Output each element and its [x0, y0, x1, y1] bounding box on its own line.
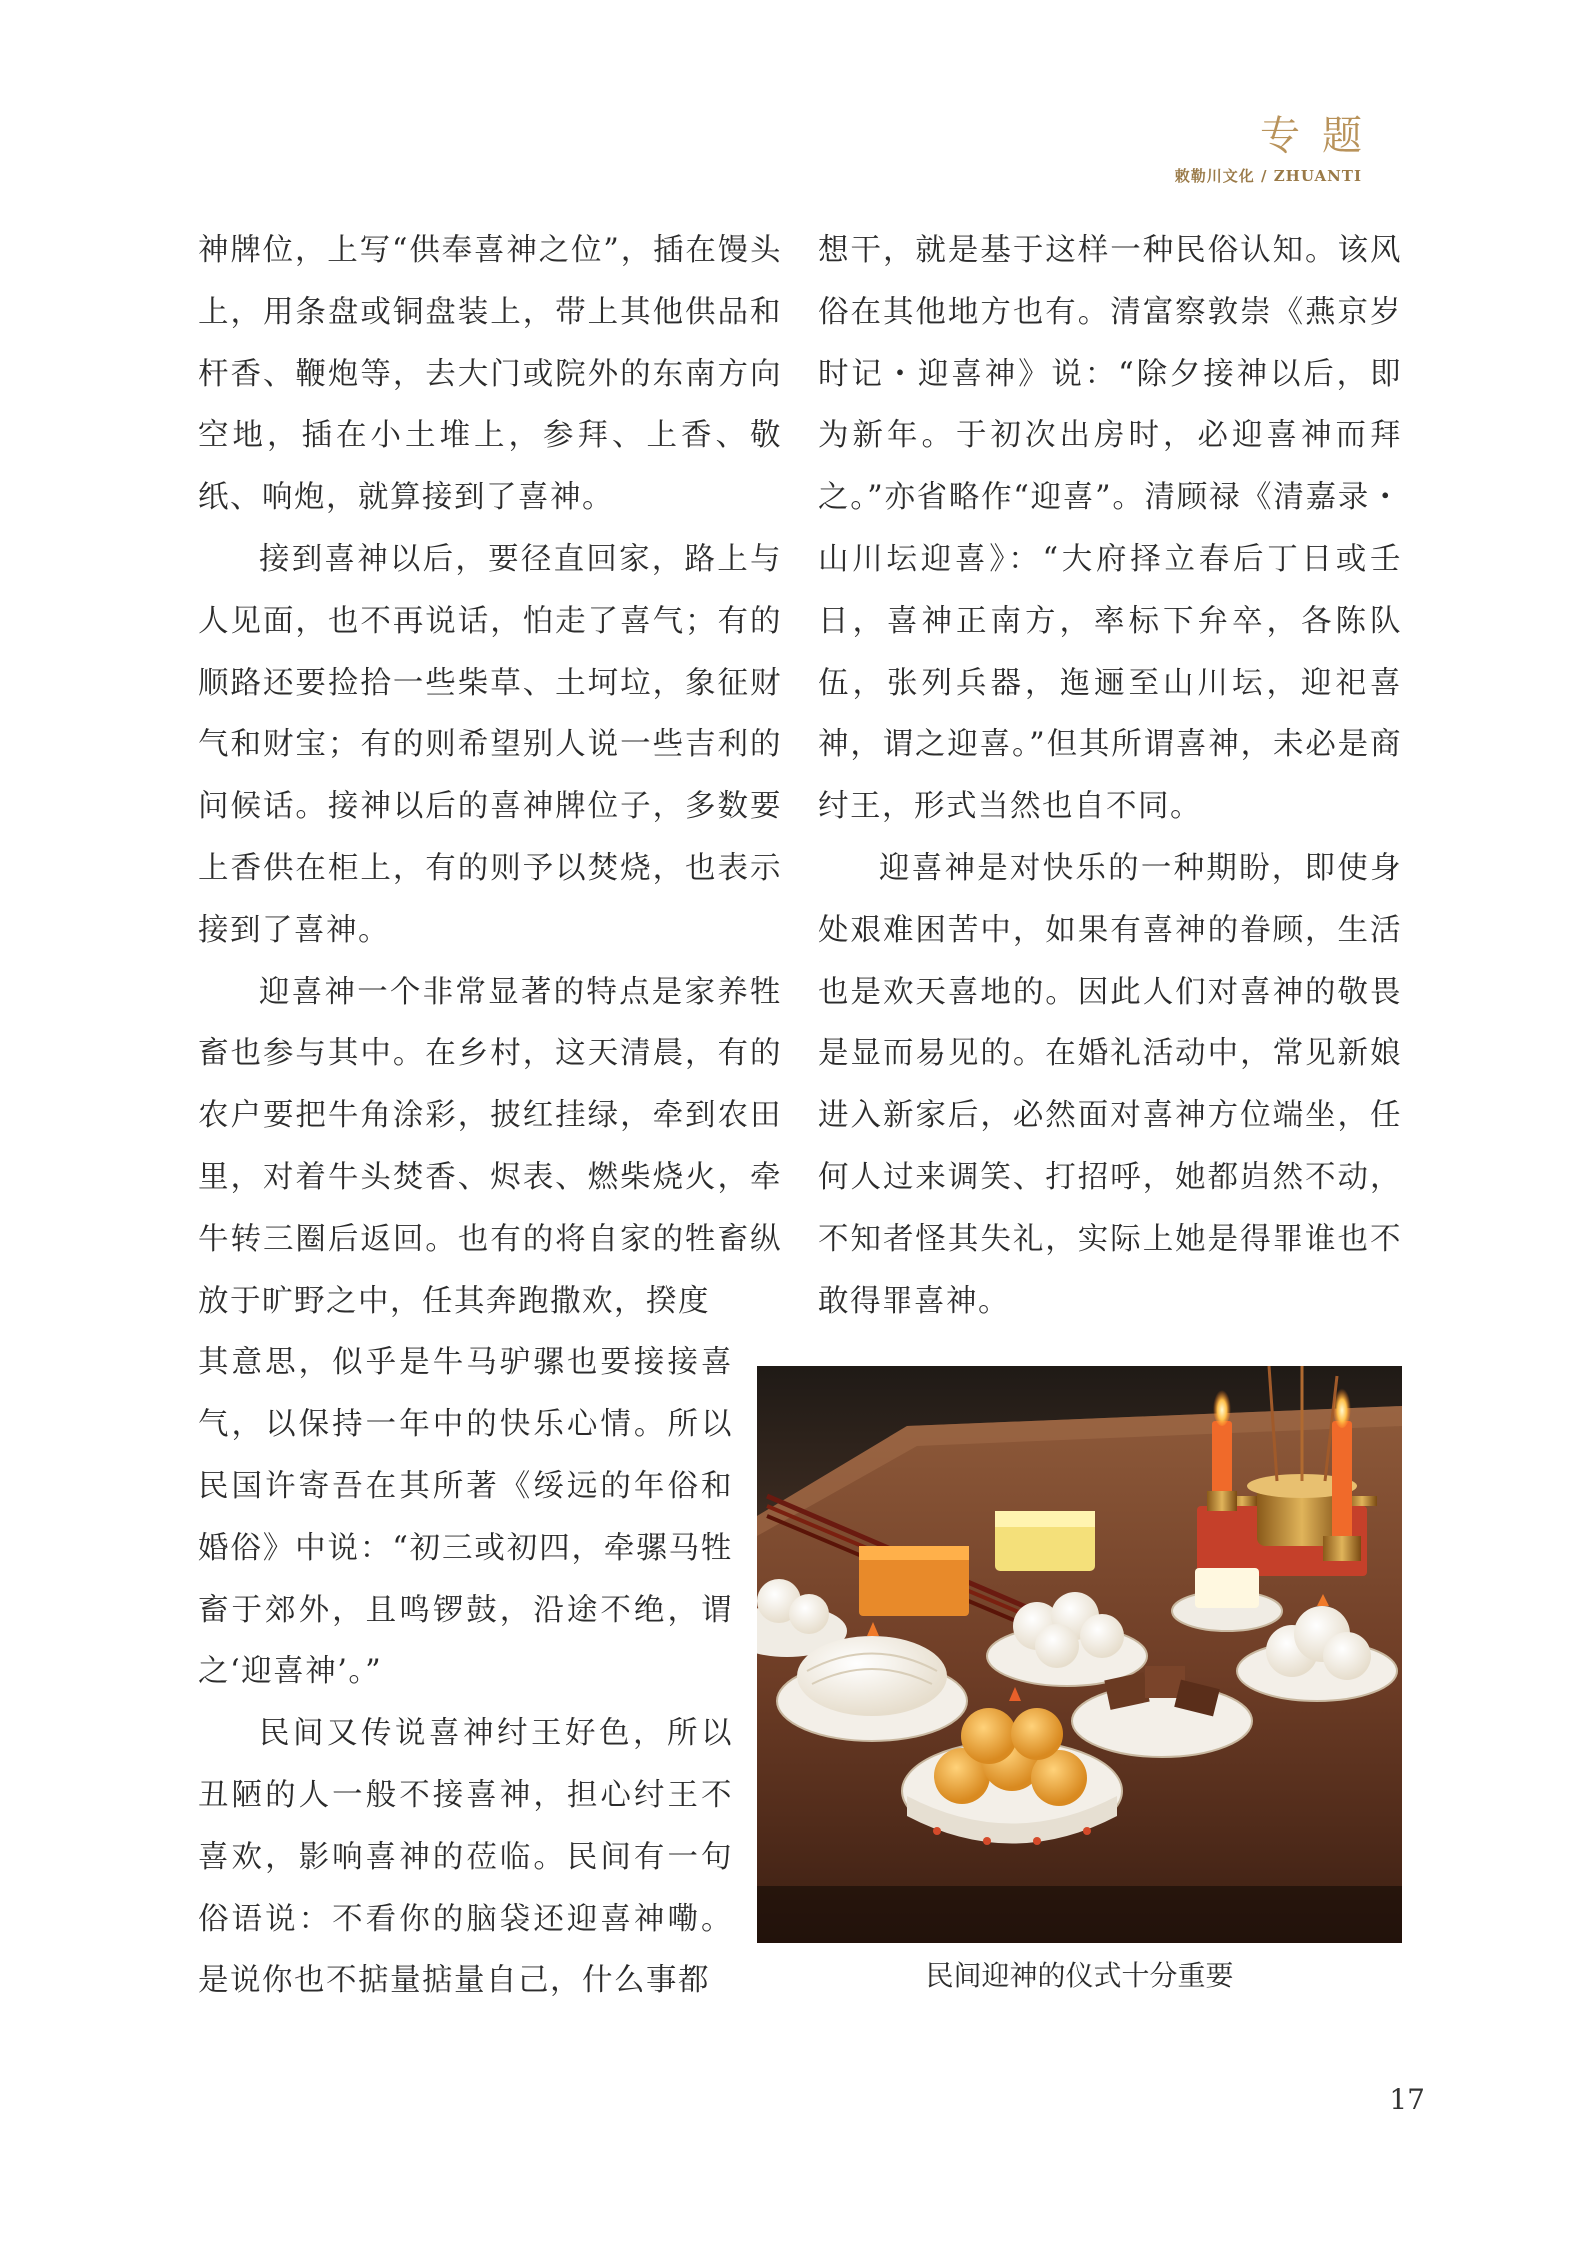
paragraph-right-2: 迎喜神是对快乐的一种期盼，即使身处艰难困苦中，如果有喜神的眷顾，生活也是欢天喜地的。因此人们对喜神的敬畏是显而易见的。在婚礼活动中，常见新娘进入新家后，必然面对喜神方位端坐，任何人过来调笑、打招呼，她都岿然不动，不知者怪其失礼，实际上她是得罪谁也不敢得罪喜神。 [818, 850, 1402, 1319]
section-title: 专题 [1260, 113, 1384, 159]
offering-table-photo [757, 1366, 1402, 1943]
paragraph-left-1: 神牌位，上写“供奉喜神之位”，插在馒头上，用条盘或铜盘装上，带上其他供品和杆香、鞭炮等，去大门或院外的东南方向空地，插在小土堆上，参拜、上香、敬纸、响炮，就算接到了喜神。 [198, 233, 782, 516]
photo-caption: 民间迎神的仪式十分重要 [925, 1959, 1234, 1992]
left-column [198, 220, 782, 2012]
paragraph-left-3b: 其意思，似乎是牛马驴骡也要接接喜气，以保持一年中的快乐心情。所以民国许寄吾在其所著《绥远的年俗和婚俗》中说：“初三或初四，牵骡马牲畜于郊外，且鸣锣鼓，沿途不绝，谓之‘迎喜神’。” [198, 1345, 733, 1690]
paragraph-left-4: 民间又传说喜神纣王好色，所以丑陋的人一般不接喜神，担心纣王不喜欢，影响喜神的莅临。民间有一句俗语说：不看你的脑袋还迎喜神嘞。是说你也不掂量掂量自己，什么事都 [198, 1716, 733, 1999]
paragraph-left-3a: 迎喜神一个非常显著的特点是家养牲畜也参与其中。在乡村，这天清晨，有的农户要把牛角涂彩，披红挂绿，牵到农田里，对着牛头焚香、烬表、燃柴烧火，牵牛转三圈后返回。也有的将自家的牲畜纵放于旷野之中，任其奔跑撒欢，揆度 [198, 974, 782, 1319]
paragraph-right-1: 想干，就是基于这样一种民俗认知。该风俗在其他地方也有。清富察敦崇《燕京岁时记・迎喜神》说：“除夕接神以后，即为新年。于初次出房时，必迎喜神而拜之。”亦省略作“迎喜”。清顾禄《清嘉录・山川坛迎喜》：“大府择立春后丁日或壬日，喜神正南方，率标下弁卒，各陈队伍，张列兵器，迤逦至山川坛，迎祀喜神，谓之迎喜。”但其所谓喜神，未必是商纣王，形式当然也自不同。 [818, 233, 1402, 825]
paragraph-left-2: 接到喜神以后，要径直回家，路上与人见面，也不再说话，怕走了喜气；有的顺路还要捡拾一些柴草、土坷垃，象征财气和财宝；有的则希望别人说一些吉利的问候话。接神以后的喜神牌位子，多数要上香供在柜上，有的则予以焚烧，也表示接到了喜神。 [198, 541, 782, 948]
page-header [1102, 112, 1384, 186]
page-number: 17 [1389, 2083, 1425, 2116]
right-column [818, 220, 1402, 1332]
section-subtitle: 敕勒川文化 / ZHUANTI [1174, 167, 1362, 185]
